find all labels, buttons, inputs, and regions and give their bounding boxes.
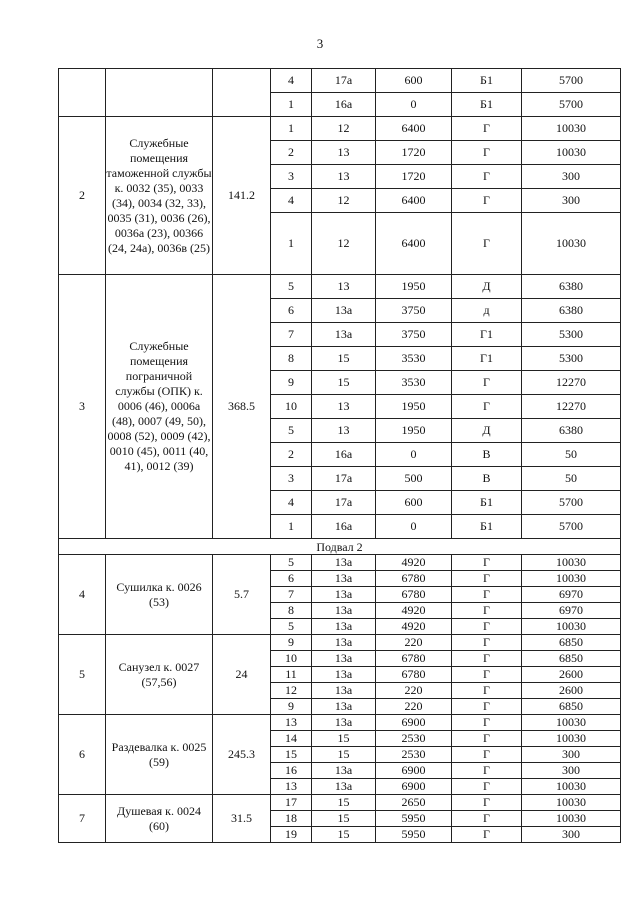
- point-no-cell: 8: [271, 347, 312, 371]
- category-cell: Г: [452, 763, 522, 779]
- category-cell: Б1: [452, 93, 522, 117]
- y-coord-cell: 6900: [376, 779, 452, 795]
- z-coord-cell: 5700: [522, 93, 621, 117]
- area-cell: [213, 69, 271, 117]
- category-cell: Г: [452, 619, 522, 635]
- z-coord-cell: 2600: [522, 667, 621, 683]
- point-no-cell: 9: [271, 635, 312, 651]
- y-coord-cell: 500: [376, 467, 452, 491]
- point-no-cell: 3: [271, 467, 312, 491]
- category-cell: Г: [452, 395, 522, 419]
- z-coord-cell: 6850: [522, 635, 621, 651]
- x-coord-cell: 15: [312, 371, 376, 395]
- area-cell: 31.5: [213, 795, 271, 843]
- z-coord-cell: 12270: [522, 371, 621, 395]
- point-no-cell: 2: [271, 443, 312, 467]
- x-coord-cell: 13а: [312, 699, 376, 715]
- coordinates-table: [58, 68, 621, 843]
- point-no-cell: 17: [271, 795, 312, 811]
- y-coord-cell: 6900: [376, 715, 452, 731]
- section-label: Подвал 2: [59, 539, 621, 555]
- y-coord-cell: 6780: [376, 587, 452, 603]
- x-coord-cell: 13а: [312, 683, 376, 699]
- y-coord-cell: 1950: [376, 419, 452, 443]
- category-cell: Г1: [452, 323, 522, 347]
- z-coord-cell: 6850: [522, 699, 621, 715]
- category-cell: Д: [452, 275, 522, 299]
- x-coord-cell: 12: [312, 213, 376, 275]
- x-coord-cell: 13а: [312, 323, 376, 347]
- category-cell: Б1: [452, 491, 522, 515]
- y-coord-cell: 6780: [376, 571, 452, 587]
- category-cell: Г: [452, 603, 522, 619]
- y-coord-cell: 5950: [376, 811, 452, 827]
- y-coord-cell: 4920: [376, 603, 452, 619]
- z-coord-cell: 6380: [522, 419, 621, 443]
- z-coord-cell: 2600: [522, 683, 621, 699]
- x-coord-cell: 13: [312, 395, 376, 419]
- point-no-cell: 15: [271, 747, 312, 763]
- y-coord-cell: 1950: [376, 275, 452, 299]
- y-coord-cell: 3530: [376, 371, 452, 395]
- z-coord-cell: 10030: [522, 619, 621, 635]
- row-number-cell: 7: [59, 795, 106, 843]
- table-row: [59, 715, 621, 731]
- category-cell: Г: [452, 651, 522, 667]
- no-cell: [59, 69, 106, 117]
- z-coord-cell: 50: [522, 443, 621, 467]
- area-cell: 245.3: [213, 715, 271, 795]
- category-cell: В: [452, 443, 522, 467]
- x-coord-cell: 13а: [312, 555, 376, 571]
- point-no-cell: 9: [271, 699, 312, 715]
- category-cell: Б1: [452, 515, 522, 539]
- category-cell: Г1: [452, 347, 522, 371]
- x-coord-cell: 15: [312, 747, 376, 763]
- room-name-cell: Служебные помещения пограничной службы (ОПК) к. 0006 (46), 0006а (48), 0007 (49, 50), 0008 (52), 0009 (42), 0010 (45), 0011 (40, 41), 0012 (39): [106, 275, 213, 539]
- category-cell: Г: [452, 683, 522, 699]
- x-coord-cell: 15: [312, 811, 376, 827]
- y-coord-cell: 600: [376, 69, 452, 93]
- x-coord-cell: 16а: [312, 443, 376, 467]
- point-no-cell: 6: [271, 571, 312, 587]
- point-no-cell: 8: [271, 603, 312, 619]
- table-row: [59, 69, 621, 93]
- y-coord-cell: 220: [376, 635, 452, 651]
- category-cell: Г: [452, 811, 522, 827]
- x-coord-cell: 13а: [312, 571, 376, 587]
- category-cell: Г: [452, 189, 522, 213]
- area-cell: 24: [213, 635, 271, 715]
- y-coord-cell: 0: [376, 443, 452, 467]
- area-cell: 368.5: [213, 275, 271, 539]
- room-name-cell: Санузел к. 0027 (57,56): [106, 635, 213, 715]
- category-cell: Г: [452, 587, 522, 603]
- point-no-cell: 13: [271, 715, 312, 731]
- category-cell: Г: [452, 165, 522, 189]
- category-cell: Г: [452, 555, 522, 571]
- x-coord-cell: 15: [312, 347, 376, 371]
- z-coord-cell: 10030: [522, 779, 621, 795]
- category-cell: Г: [452, 715, 522, 731]
- x-coord-cell: 15: [312, 827, 376, 843]
- category-cell: В: [452, 467, 522, 491]
- y-coord-cell: 3530: [376, 347, 452, 371]
- z-coord-cell: 10030: [522, 213, 621, 275]
- area-cell: 141.2: [213, 117, 271, 275]
- point-no-cell: 11: [271, 667, 312, 683]
- z-coord-cell: 5700: [522, 69, 621, 93]
- point-no-cell: 5: [271, 555, 312, 571]
- z-coord-cell: 5300: [522, 323, 621, 347]
- x-coord-cell: 13а: [312, 603, 376, 619]
- x-coord-cell: 13а: [312, 651, 376, 667]
- x-coord-cell: 12: [312, 117, 376, 141]
- x-coord-cell: 13а: [312, 587, 376, 603]
- point-no-cell: 13: [271, 779, 312, 795]
- point-no-cell: 9: [271, 371, 312, 395]
- x-coord-cell: 13а: [312, 635, 376, 651]
- x-coord-cell: 17а: [312, 491, 376, 515]
- x-coord-cell: 13: [312, 141, 376, 165]
- point-no-cell: 18: [271, 811, 312, 827]
- x-coord-cell: 15: [312, 731, 376, 747]
- z-coord-cell: 6380: [522, 299, 621, 323]
- z-coord-cell: 12270: [522, 395, 621, 419]
- x-coord-cell: 17а: [312, 69, 376, 93]
- x-coord-cell: 12: [312, 189, 376, 213]
- point-no-cell: 10: [271, 395, 312, 419]
- row-number-cell: 6: [59, 715, 106, 795]
- z-coord-cell: 6850: [522, 651, 621, 667]
- y-coord-cell: 3750: [376, 299, 452, 323]
- z-coord-cell: 300: [522, 763, 621, 779]
- table-row: [59, 275, 621, 299]
- x-coord-cell: 13а: [312, 779, 376, 795]
- y-coord-cell: 600: [376, 491, 452, 515]
- z-coord-cell: 6970: [522, 587, 621, 603]
- x-coord-cell: 17а: [312, 467, 376, 491]
- z-coord-cell: 50: [522, 467, 621, 491]
- category-cell: Д: [452, 419, 522, 443]
- category-cell: Г: [452, 747, 522, 763]
- y-coord-cell: 6900: [376, 763, 452, 779]
- category-cell: Г: [452, 371, 522, 395]
- z-coord-cell: 6380: [522, 275, 621, 299]
- table-row: [59, 795, 621, 811]
- z-coord-cell: 10030: [522, 555, 621, 571]
- category-cell: Г: [452, 699, 522, 715]
- room-name-cell: Сушилка к. 0026 (53): [106, 555, 213, 635]
- point-no-cell: 2: [271, 141, 312, 165]
- row-number-cell: 4: [59, 555, 106, 635]
- y-coord-cell: 2530: [376, 731, 452, 747]
- x-coord-cell: 16а: [312, 515, 376, 539]
- y-coord-cell: 1720: [376, 141, 452, 165]
- point-no-cell: 1: [271, 93, 312, 117]
- category-cell: д: [452, 299, 522, 323]
- category-cell: Г: [452, 827, 522, 843]
- category-cell: Г: [452, 571, 522, 587]
- z-coord-cell: 6970: [522, 603, 621, 619]
- x-coord-cell: 13а: [312, 763, 376, 779]
- y-coord-cell: 5950: [376, 827, 452, 843]
- y-coord-cell: 2530: [376, 747, 452, 763]
- section-row: [59, 539, 621, 555]
- y-coord-cell: 1720: [376, 165, 452, 189]
- z-coord-cell: 10030: [522, 571, 621, 587]
- category-cell: Г: [452, 117, 522, 141]
- category-cell: Г: [452, 213, 522, 275]
- x-coord-cell: 13: [312, 165, 376, 189]
- page-number: 3: [316, 36, 324, 51]
- category-cell: Г: [452, 779, 522, 795]
- point-no-cell: 3: [271, 165, 312, 189]
- z-coord-cell: 10030: [522, 117, 621, 141]
- z-coord-cell: 10030: [522, 731, 621, 747]
- point-no-cell: 1: [271, 117, 312, 141]
- y-coord-cell: 4920: [376, 619, 452, 635]
- y-coord-cell: 6400: [376, 117, 452, 141]
- z-coord-cell: 10030: [522, 795, 621, 811]
- row-number-cell: 2: [59, 117, 106, 275]
- category-cell: Г: [452, 795, 522, 811]
- x-coord-cell: 13: [312, 419, 376, 443]
- y-coord-cell: 6400: [376, 189, 452, 213]
- category-cell: Г: [452, 667, 522, 683]
- point-no-cell: 14: [271, 731, 312, 747]
- z-coord-cell: 300: [522, 189, 621, 213]
- x-coord-cell: 16а: [312, 93, 376, 117]
- z-coord-cell: 10030: [522, 715, 621, 731]
- y-coord-cell: 6780: [376, 651, 452, 667]
- y-coord-cell: 220: [376, 683, 452, 699]
- category-cell: Г: [452, 635, 522, 651]
- area-cell: 5.7: [213, 555, 271, 635]
- room-name-cell: Раздевалка к. 0025 (59): [106, 715, 213, 795]
- point-no-cell: 4: [271, 69, 312, 93]
- point-no-cell: 16: [271, 763, 312, 779]
- category-cell: Г: [452, 731, 522, 747]
- x-coord-cell: 13а: [312, 667, 376, 683]
- z-coord-cell: 10030: [522, 141, 621, 165]
- z-coord-cell: 300: [522, 827, 621, 843]
- z-coord-cell: 300: [522, 165, 621, 189]
- z-coord-cell: 300: [522, 747, 621, 763]
- y-coord-cell: 4920: [376, 555, 452, 571]
- x-coord-cell: 13а: [312, 619, 376, 635]
- point-no-cell: 12: [271, 683, 312, 699]
- y-coord-cell: 3750: [376, 323, 452, 347]
- z-coord-cell: 5300: [522, 347, 621, 371]
- point-no-cell: 10: [271, 651, 312, 667]
- z-coord-cell: 5700: [522, 491, 621, 515]
- row-number-cell: 5: [59, 635, 106, 715]
- room-name-cell: Душевая к. 0024 (60): [106, 795, 213, 843]
- category-cell: Б1: [452, 69, 522, 93]
- point-no-cell: 4: [271, 189, 312, 213]
- table-row: [59, 555, 621, 571]
- y-coord-cell: 0: [376, 515, 452, 539]
- point-no-cell: 5: [271, 619, 312, 635]
- row-number-cell: 3: [59, 275, 106, 539]
- y-coord-cell: 6780: [376, 667, 452, 683]
- point-no-cell: 7: [271, 587, 312, 603]
- y-coord-cell: 0: [376, 93, 452, 117]
- point-no-cell: 7: [271, 323, 312, 347]
- y-coord-cell: 220: [376, 699, 452, 715]
- z-coord-cell: 5700: [522, 515, 621, 539]
- x-coord-cell: 13: [312, 275, 376, 299]
- y-coord-cell: 1950: [376, 395, 452, 419]
- point-no-cell: 6: [271, 299, 312, 323]
- y-coord-cell: 2650: [376, 795, 452, 811]
- point-no-cell: 1: [271, 515, 312, 539]
- category-cell: Г: [452, 141, 522, 165]
- x-coord-cell: 13а: [312, 299, 376, 323]
- point-no-cell: 5: [271, 419, 312, 443]
- point-no-cell: 4: [271, 491, 312, 515]
- z-coord-cell: 10030: [522, 811, 621, 827]
- point-no-cell: 1: [271, 213, 312, 275]
- room-name-cell: Служебные помещения таможенной службы к. 0032 (35), 0033 (34), 0034 (32, 33), 0035 (31), 0036 (26), 0036а (23), 00366 (24, 24а), 0036в (25): [106, 117, 213, 275]
- point-no-cell: 19: [271, 827, 312, 843]
- table-row: [59, 117, 621, 141]
- table-row: [59, 635, 621, 651]
- y-coord-cell: 6400: [376, 213, 452, 275]
- x-coord-cell: 15: [312, 795, 376, 811]
- room-cell: [106, 69, 213, 117]
- x-coord-cell: 13а: [312, 715, 376, 731]
- point-no-cell: 5: [271, 275, 312, 299]
